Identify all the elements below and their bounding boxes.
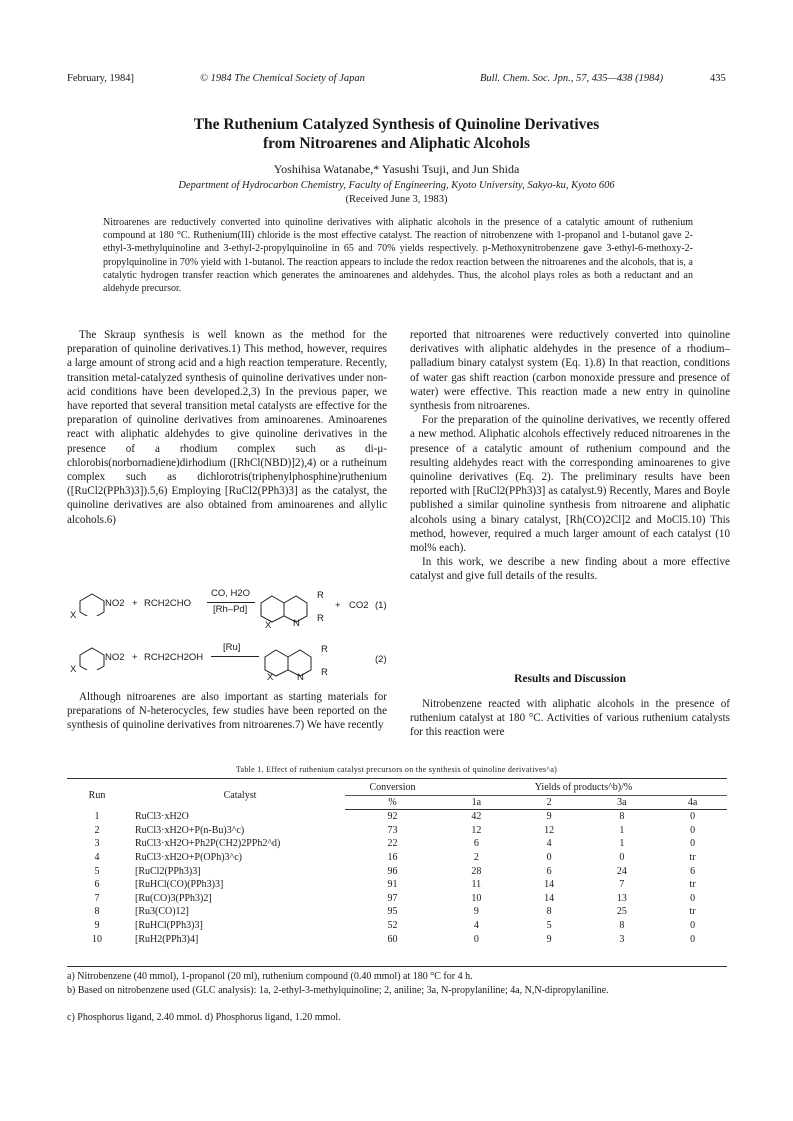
cell-catalyst: [RuHCl(CO)(PPh3)3]: [135, 879, 224, 891]
table-row: [67, 933, 727, 947]
cell-yield-3a: 3: [619, 933, 625, 945]
cell-yield-2: 14: [544, 892, 555, 904]
cell-yield-2: 5: [546, 919, 552, 931]
eq2-x: X: [70, 664, 77, 675]
cell-catalyst: RuCl3·xH2O: [135, 810, 189, 822]
left-column: [67, 328, 387, 527]
table-bottom-rule: [67, 966, 727, 967]
cell-conversion: 73: [387, 824, 398, 836]
cell-run: 5: [94, 865, 100, 877]
equation-1: [67, 588, 392, 630]
nitroarene-ring-icon: [77, 646, 107, 670]
cell-yield-4a: 0: [690, 892, 696, 904]
cell-yield-3a: 24: [616, 865, 627, 877]
table-row: [67, 878, 727, 892]
header-2: 2: [513, 795, 586, 810]
results-column: [410, 697, 730, 740]
table-row: [67, 905, 727, 919]
cell-yield-1a: 11: [471, 879, 482, 891]
cell-yield-4a: tr: [689, 906, 696, 918]
table-body: [67, 810, 727, 946]
eq2-arrow: [211, 656, 259, 657]
header-1a: 1a: [440, 795, 513, 810]
cell-yield-2: 4: [546, 838, 552, 850]
cell-run: 3: [94, 838, 100, 850]
intro-paragraph-1: The Skraup synthesis is well known as the method for the preparation of quinoline derivatives.1) This method, however, requires a large amount of strong acid and a high reaction temperature. Recently, transition metal-catalyzed synthesis of quinoline derivatives under non-acid conditions have been developed.2,3) In the previous paper, we have reported that several transition metal catalysts are effective for the preparation of quinoline derivatives from aminoarenes. Aminoarenes react with aliphatic aldehydes to give quinoline derivatives in the presence of a rhodium complex such as di-μ-chlorobis(norbornadiene)dirhodium ([RhCl(NBD)]2),4) or a rutheinum complex such as dichlorotris(triphenylphosphine)ruthenium ([RuCl2(PPh3)3]).5,6) Employing [RuCl2(PPh3)3] as the catalyst, the quinoline derivatives are also obtained from aminoarenes and allylic alcohols.6): [67, 329, 387, 526]
cell-yield-3a: 1: [619, 824, 625, 836]
table-header-row-1: [67, 781, 727, 795]
abstract: Nitroarenes are reductively converted into quinoline derivatives with aliphatic alcohols in the presence of a catalytic amount of ruthenium compound at 180 °C. Ruthenium(III) chloride is the most effective catalyst. The reaction of nitrobenzene with 1-propanol and 1-butanol gave 2-ethyl-3-methylquinoline and 3-ethyl-2-propylquinoline in 65 and 70% yields respectively. p-Methoxynitrobenzene gave 3-ethyl-6-methoxy-2-propylquinoline in 70% yield with 1-butanol. The reaction appears to include the redox reaction between the nitroarenes and the alcohols, that is, a catalytic hydrogen transfer reaction which generates the aminoarenes and aldehydes. Thus, the alcohol plays roles as both a reductant and an aldehyde precursor.: [103, 217, 693, 295]
eq1-conditions-above: CO, H2O: [211, 588, 251, 599]
results-paragraph-1: Nitrobenzene reacted with aliphatic alcohols in the presence of ruthenium catalyst at 180 °C. Activities of various ruthenium catalysts for this reaction were: [410, 698, 730, 739]
eq1-r-bottom: R: [317, 613, 324, 624]
cell-conversion: 60: [387, 933, 398, 945]
cell-conversion: 91: [387, 879, 398, 891]
table-row: [67, 837, 727, 851]
cell-yield-3a: 8: [619, 811, 625, 823]
cell-yield-1a: 10: [471, 892, 482, 904]
intro-paragraph-4: For the preparation of the quinoline derivatives, we recently offered a new method. Aliphatic alcohols effectively reduced nitroarenes in the presence of a catalytic amount of ruthenium compound and the resulting aldehydes react with the corresponding aminoarenes to give quinoline derivatives (Eq. 2). The preliminary results have been reported with [RuCl2(PPh3)3] as catalyst.9) Recently, Mares and Boyle published a similar quinoline synthesis from nitroarene and aliphatic alcohols using a binary catalyst, [Rh(CO)2Cl]2 and MoCl5.10) This method, however, required a much larger amount of each catalyst (10 mol% each).: [410, 414, 730, 555]
cell-yield-4a: tr: [689, 851, 696, 863]
eq1-reactant-1: NO2: [105, 598, 125, 609]
left-column-continued: [67, 690, 387, 733]
cell-yield-3a: 13: [616, 892, 627, 904]
cell-conversion: 95: [387, 906, 398, 918]
cell-conversion: 96: [387, 865, 398, 877]
cell-yield-4a: 0: [690, 824, 696, 836]
eq1-n: N: [293, 618, 300, 629]
table-row: [67, 810, 727, 824]
cell-yield-2: 12: [544, 824, 555, 836]
eq2-x-product: X: [267, 672, 274, 683]
eq2-r-top: R: [321, 644, 328, 655]
cell-yield-2: 6: [546, 865, 552, 877]
cell-catalyst: [RuHCl(PPh3)3]: [135, 919, 203, 931]
eq1-reactant-2: RCH2CHO: [144, 598, 191, 609]
cell-catalyst: [Ru(CO)3(PPh3)2]: [135, 892, 212, 904]
header-page-number: 435: [710, 73, 726, 84]
table-row: [67, 919, 727, 933]
cell-run: 4: [94, 851, 100, 863]
eq1-arrow: [207, 602, 255, 603]
cell-yield-3a: 0: [619, 851, 625, 863]
cell-run: 7: [94, 892, 100, 904]
header-run: Run: [88, 789, 106, 801]
cell-run: 2: [94, 824, 100, 836]
intro-paragraph-5: In this work, we describe a new finding about a more effective catalyst and give full details of the results.: [410, 556, 730, 583]
cell-yield-1a: 28: [471, 865, 482, 877]
cell-conversion: 22: [387, 838, 398, 850]
cell-catalyst: RuCl3·xH2O+Ph2P(CH2)2PPh2^d): [135, 838, 281, 850]
cell-yield-3a: 8: [619, 919, 625, 931]
cell-yield-1a: 12: [471, 824, 482, 836]
table-caption: Table 1. Effect of ruthenium catalyst precursors on the synthesis of quinoline derivatives^a): [235, 765, 558, 774]
right-column: [410, 328, 730, 584]
header-date: February, 1984]: [67, 73, 134, 84]
cell-yield-2: 9: [546, 811, 552, 823]
nitroarene-ring-icon: [77, 592, 107, 616]
table-footnote-b: b) Based on nitrobenzene used (GLC analysis): 1a, 2-ethyl-3-methylquinoline; 2, aniline; 3a, N-propylaniline; 4a, N,N-dipropylaniline.: [67, 985, 609, 996]
table-footnote-cd: c) Phosphorus ligand, 2.40 mmol. d) Phosphorus ligand, 1.20 mmol.: [67, 1012, 341, 1023]
cell-conversion: 16: [387, 851, 398, 863]
cell-yield-2: 9: [546, 933, 552, 945]
cell-yield-4a: 0: [690, 933, 696, 945]
cell-conversion: 52: [387, 919, 398, 931]
cell-catalyst: [Ru3(CO)12]: [135, 906, 189, 918]
cell-yield-3a: 25: [616, 906, 627, 918]
eq2-conditions-above: [Ru]: [223, 642, 241, 653]
article-title-line2: from Nitroarenes and Aliphatic Alcohols: [263, 135, 530, 152]
cell-run: 1: [94, 810, 100, 822]
cell-yield-4a: 0: [690, 838, 696, 850]
cell-yield-2: 14: [544, 879, 555, 891]
cell-yield-1a: 9: [473, 906, 479, 918]
cell-catalyst: RuCl3·xH2O+P(OPh)3^c): [135, 851, 242, 863]
cell-conversion: 92: [387, 811, 398, 823]
cell-run: 8: [94, 906, 100, 918]
header-copyright: © 1984 The Chemical Society of Japan: [200, 73, 365, 84]
table-row: [67, 865, 727, 879]
table-row: [67, 851, 727, 865]
eq2-reactant-2: RCH2CH2OH: [144, 652, 204, 663]
cell-yield-1a: 0: [473, 933, 479, 945]
cell-run: 6: [94, 879, 100, 891]
received-date: (Received June 3, 1983): [345, 194, 448, 205]
table-footnote-a: a) Nitrobenzene (40 mmol), 1-propanol (20 ml), ruthenium compound (0.40 mmol) at 180 °C for 4 h.: [67, 971, 473, 982]
cell-yield-4a: 0: [690, 919, 696, 931]
eq1-x: X: [70, 610, 77, 621]
cell-yield-1a: 2: [473, 851, 479, 863]
cell-yield-4a: tr: [689, 879, 696, 891]
cell-yield-4a: 0: [690, 811, 696, 823]
eq1-number: (1): [375, 600, 387, 611]
cell-yield-2: 8: [546, 906, 552, 918]
eq1-product-2: CO2: [349, 600, 369, 611]
cell-conversion: 97: [387, 892, 398, 904]
header-conversion: Conversion: [345, 781, 440, 795]
affiliation: Department of Hydrocarbon Chemistry, Faculty of Engineering, Kyoto University, Sakyo-ku, Kyoto 606: [178, 180, 615, 191]
article-title-line1: The Ruthenium Catalyzed Synthesis of Quinoline Derivatives: [193, 116, 600, 133]
equation-2: [67, 642, 392, 682]
cell-yield-2: 0: [546, 851, 552, 863]
cell-yield-3a: 7: [619, 879, 625, 891]
cell-yield-4a: 6: [690, 865, 696, 877]
eq2-n: N: [297, 672, 304, 683]
table-row: [67, 892, 727, 906]
cell-yield-3a: 1: [619, 838, 625, 850]
header-4a: 4a: [658, 795, 727, 810]
header-journal: Bull. Chem. Soc. Jpn., 57, 435—438 (1984): [480, 73, 664, 84]
eq2-plus-1: +: [132, 652, 138, 663]
eq2-r-bottom: R: [321, 667, 328, 678]
cell-catalyst: [RuCl2(PPh3)3]: [135, 865, 201, 877]
table-row: [67, 824, 727, 838]
section-heading: Results and Discussion: [514, 673, 626, 685]
eq1-plus-1: +: [132, 598, 138, 609]
intro-paragraph-2: Although nitroarenes are also important as starting materials for preparations of N-heterocycles, few studies have been reported on the synthesis of quinoline derivatives from nitroarenes.7) We have recently: [67, 691, 387, 732]
header-conversion-unit: %: [345, 795, 440, 810]
cell-yield-1a: 42: [471, 811, 482, 823]
header-yields: Yields of products^b)/%: [440, 781, 727, 795]
eq2-reactant-1: NO2: [105, 652, 125, 663]
header-catalyst: Catalyst: [223, 789, 257, 801]
eq2-number: (2): [375, 654, 387, 665]
cell-yield-1a: 6: [473, 838, 479, 850]
cell-run: 9: [94, 919, 100, 931]
eq1-x-product: X: [265, 620, 272, 631]
cell-catalyst: RuCl3·xH2O+P(n-Bu)3^c): [135, 824, 245, 836]
eq1-r-top: R: [317, 590, 324, 601]
authors: Yoshihisa Watanabe,* Yasushi Tsuji, and Jun Shida: [273, 162, 520, 176]
eq1-conditions-below: [Rh–Pd]: [213, 604, 248, 615]
cell-run: 10: [92, 933, 102, 945]
table-top-rule: [67, 778, 727, 779]
intro-paragraph-3: reported that nitroarenes were reductively converted into quinoline derivatives with aliphatic aldehydes in the presence of a rhodium–palladium binary catalyst system (Eq. 1).8) In that reaction, conditions of water gas shift reaction (carbon monoxide pressure and presence of water) were effective. This reaction made a new entry in quinoline synthesis from nitroarenes.: [410, 329, 730, 413]
results-table: [67, 781, 727, 946]
header-3a: 3a: [585, 795, 658, 810]
cell-yield-1a: 4: [473, 919, 479, 931]
cell-catalyst: [RuH2(PPh3)4]: [135, 933, 199, 945]
eq1-plus-2: +: [335, 600, 341, 611]
